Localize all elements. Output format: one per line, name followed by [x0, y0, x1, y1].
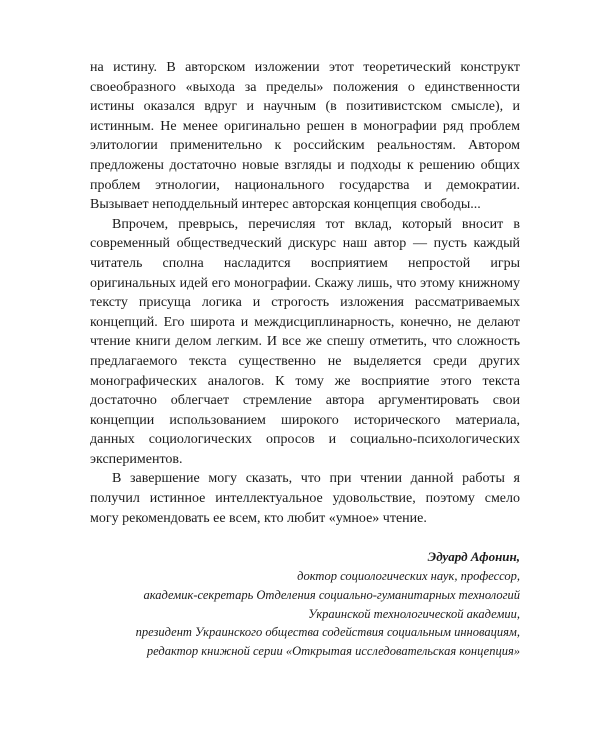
signature-title-1: доктор социологических наук, профессор,: [297, 569, 520, 584]
signature-block: [90, 548, 520, 661]
body-paragraph-1: на истину. В авторском изложении этот теоретический конструкт своеобразного «выхода за пределы» положения о единственности истины оказался вдруг и научным (в позитивистском смысле), и истинным. Не менее оригинально решен в монографии ряд проблем элитологии применительно к российским реальностям. Автором предложены достаточно новые взгляды и подходы к решению общих проблем этнологии, национального государства и демократии. Вызывает неподдельный интерес авторская концепция свободы...: [90, 60, 520, 213]
signature-title-5: редактор книжной серии «Открытая исследовательская концепция»: [146, 644, 520, 659]
document-page: [90, 58, 520, 661]
signature-name: Эдуард Афонин,: [427, 549, 520, 565]
body-paragraph-3: В завершение могу сказать, что при чтении данной работы я получил истинное интеллектуальное удовольствие, поэтому смело могу рекомендовать ее всем, кто любит «умное» чтение.: [90, 471, 520, 526]
body-paragraph-2: Впрочем, преврысь, перечисляя тот вклад, который вносит в современный обществедческий дискурс наш автор — пусть каждый читатель сполна насладится восприятием непростой игры оригинальных идей его монографии. Скажу лишь, что этому книжному тексту присуща логика и строгость изложения рассматриваемых концепций. Его широта и междисциплинарность, конечно, не делают чтение книги делом легким. И все же спешу отметить, что сложность предлагаемого текста существенно не выделяется среди других монографических аналогов. К тому же восприятие этого текста достаточно облегчает стремление автора аргументировать свои концепции использованием широкого исторического материала, данных социологических опросов и социально-психологических экспериментов.: [90, 216, 520, 467]
signature-title-4: президент Украинского общества содействия социальным инновациям,: [135, 625, 520, 640]
signature-title-3: Украинской технологической академии,: [308, 606, 520, 621]
signature-title-2: академик-секретарь Отделения социально-гуманитарных технологий: [143, 587, 520, 602]
